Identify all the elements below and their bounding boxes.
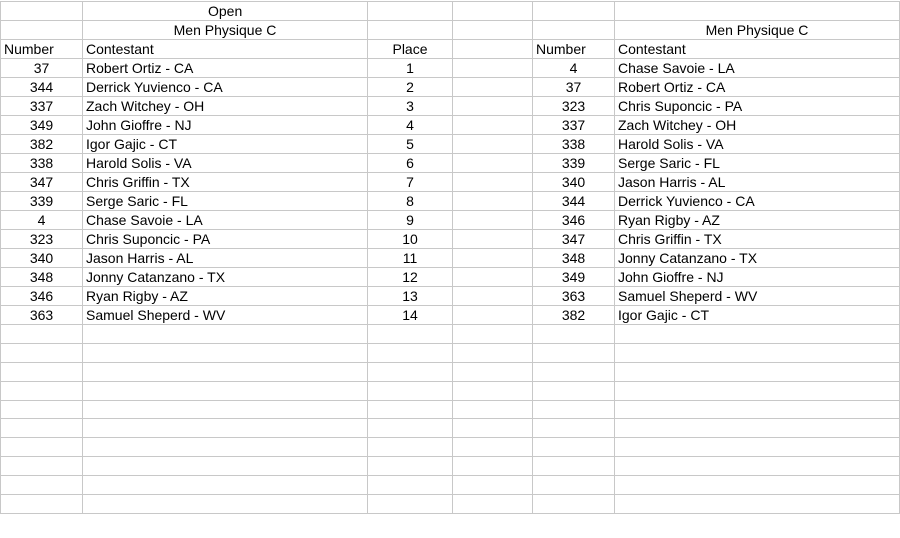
cell[interactable]: [533, 438, 615, 457]
cell[interactable]: [615, 457, 900, 476]
roster-name[interactable]: Jason Harris - AL: [615, 173, 900, 192]
contestant-number[interactable]: 339: [1, 192, 83, 211]
table-row: [1, 230, 900, 249]
placing[interactable]: 2: [368, 78, 453, 97]
cell[interactable]: [368, 400, 453, 419]
cell[interactable]: [83, 419, 368, 438]
contestant-name[interactable]: Zach Witchey - OH: [83, 97, 368, 116]
table-row: [1, 211, 900, 230]
contestant-name[interactable]: Robert Ortiz - CA: [83, 59, 368, 78]
contestant-number[interactable]: 382: [1, 135, 83, 154]
cell[interactable]: [453, 287, 533, 306]
placing[interactable]: 7: [368, 173, 453, 192]
contestant-name[interactable]: Serge Saric - FL: [83, 192, 368, 211]
column-header-row: [1, 40, 900, 59]
cell[interactable]: [533, 495, 615, 514]
roster-number[interactable]: 382: [533, 306, 615, 325]
roster-name[interactable]: Ryan Rigby - AZ: [615, 211, 900, 230]
cell[interactable]: [83, 362, 368, 381]
contestant-name[interactable]: Chris Suponcic - PA: [83, 230, 368, 249]
cell[interactable]: [453, 249, 533, 268]
cell[interactable]: [1, 343, 83, 362]
cell[interactable]: [1, 325, 83, 344]
cell[interactable]: [615, 2, 900, 21]
roster-number[interactable]: 347: [533, 230, 615, 249]
cell[interactable]: [368, 325, 453, 344]
cell[interactable]: [1, 438, 83, 457]
cell[interactable]: [453, 343, 533, 362]
cell[interactable]: [453, 268, 533, 287]
place-column-header[interactable]: Place: [368, 40, 453, 59]
placing[interactable]: 3: [368, 97, 453, 116]
table-row: [1, 325, 900, 344]
placing[interactable]: 14: [368, 306, 453, 325]
cell[interactable]: [368, 343, 453, 362]
cell[interactable]: [453, 154, 533, 173]
cell[interactable]: [83, 457, 368, 476]
roster-number[interactable]: 363: [533, 287, 615, 306]
cell[interactable]: [453, 211, 533, 230]
cell[interactable]: [453, 21, 533, 40]
roster-number[interactable]: 37: [533, 78, 615, 97]
cell[interactable]: [368, 457, 453, 476]
cell[interactable]: [533, 325, 615, 344]
cell[interactable]: [453, 97, 533, 116]
cell[interactable]: [453, 438, 533, 457]
cell[interactable]: [453, 173, 533, 192]
cell[interactable]: [615, 419, 900, 438]
placing[interactable]: 12: [368, 268, 453, 287]
roster-name[interactable]: Zach Witchey - OH: [615, 116, 900, 135]
placing[interactable]: 10: [368, 230, 453, 249]
contestant-number[interactable]: 337: [1, 97, 83, 116]
cell[interactable]: [83, 381, 368, 400]
cell[interactable]: [83, 476, 368, 495]
cell[interactable]: [453, 381, 533, 400]
right-division-title[interactable]: Men Physique C: [615, 21, 900, 40]
table-row: [1, 249, 900, 268]
table-row: [1, 457, 900, 476]
cell[interactable]: [83, 438, 368, 457]
cell[interactable]: [1, 457, 83, 476]
contestant-number[interactable]: 346: [1, 287, 83, 306]
cell[interactable]: [615, 438, 900, 457]
right-contestant-column-header[interactable]: Contestant: [615, 40, 900, 59]
contestant-name[interactable]: Derrick Yuvienco - CA: [83, 78, 368, 97]
header-row-1: [1, 2, 900, 21]
table-row: [1, 154, 900, 173]
contestant-number[interactable]: 347: [1, 173, 83, 192]
table-row: [1, 400, 900, 419]
table-row: [1, 476, 900, 495]
placing[interactable]: 1: [368, 59, 453, 78]
cell[interactable]: [368, 381, 453, 400]
roster-name[interactable]: Chase Savoie - LA: [615, 59, 900, 78]
table-row: [1, 343, 900, 362]
contestant-name[interactable]: Jason Harris - AL: [83, 249, 368, 268]
cell[interactable]: [1, 362, 83, 381]
roster-number[interactable]: 337: [533, 116, 615, 135]
cell[interactable]: [533, 381, 615, 400]
roster-number[interactable]: 4: [533, 59, 615, 78]
category-title[interactable]: Open: [83, 2, 368, 21]
cell[interactable]: [453, 59, 533, 78]
placing[interactable]: 8: [368, 192, 453, 211]
roster-name[interactable]: Chris Griffin - TX: [615, 230, 900, 249]
placing[interactable]: 4: [368, 116, 453, 135]
cell[interactable]: [453, 457, 533, 476]
cell[interactable]: [453, 306, 533, 325]
placing[interactable]: 9: [368, 211, 453, 230]
cell[interactable]: [533, 362, 615, 381]
table-row: [1, 116, 900, 135]
cell[interactable]: [533, 400, 615, 419]
cell[interactable]: [615, 400, 900, 419]
table-row: [1, 268, 900, 287]
cell[interactable]: [368, 438, 453, 457]
cell[interactable]: [1, 495, 83, 514]
cell[interactable]: [368, 362, 453, 381]
cell[interactable]: [615, 343, 900, 362]
cell[interactable]: [1, 400, 83, 419]
table-row: [1, 306, 900, 325]
contestant-name[interactable]: Jonny Catanzano - TX: [83, 268, 368, 287]
roster-number[interactable]: 338: [533, 135, 615, 154]
roster-name[interactable]: Robert Ortiz - CA: [615, 78, 900, 97]
contestant-column-header[interactable]: Contestant: [83, 40, 368, 59]
roster-number[interactable]: 349: [533, 268, 615, 287]
contestant-number[interactable]: 348: [1, 268, 83, 287]
contestant-number[interactable]: 363: [1, 306, 83, 325]
table-row: [1, 287, 900, 306]
contestant-number[interactable]: 4: [1, 211, 83, 230]
cell[interactable]: [368, 476, 453, 495]
roster-name[interactable]: Serge Saric - FL: [615, 154, 900, 173]
table-row: [1, 362, 900, 381]
division-title[interactable]: Men Physique C: [83, 21, 368, 40]
number-column-header[interactable]: Number: [1, 40, 83, 59]
cell[interactable]: [1, 476, 83, 495]
contestant-number[interactable]: 349: [1, 116, 83, 135]
roster-name[interactable]: Igor Gajic - CT: [615, 306, 900, 325]
placing[interactable]: 11: [368, 249, 453, 268]
contestant-name[interactable]: Igor Gajic - CT: [83, 135, 368, 154]
cell[interactable]: [453, 362, 533, 381]
cell[interactable]: [453, 40, 533, 59]
contestant-name[interactable]: Chase Savoie - LA: [83, 211, 368, 230]
cell[interactable]: [83, 495, 368, 514]
placing[interactable]: 6: [368, 154, 453, 173]
roster-name[interactable]: John Gioffre - NJ: [615, 268, 900, 287]
cell[interactable]: [453, 325, 533, 344]
cell[interactable]: [615, 495, 900, 514]
table-row: [1, 381, 900, 400]
roster-number[interactable]: 323: [533, 97, 615, 116]
cell[interactable]: [83, 343, 368, 362]
roster-name[interactable]: Jonny Catanzano - TX: [615, 249, 900, 268]
cell[interactable]: [453, 135, 533, 154]
table-row: [1, 78, 900, 97]
cell[interactable]: [533, 476, 615, 495]
cell[interactable]: [1, 2, 83, 21]
cell[interactable]: [453, 116, 533, 135]
contestant-name[interactable]: Chris Griffin - TX: [83, 173, 368, 192]
table-row: [1, 173, 900, 192]
contestant-number[interactable]: 37: [1, 59, 83, 78]
roster-number[interactable]: 348: [533, 249, 615, 268]
table-row: [1, 135, 900, 154]
cell[interactable]: [453, 495, 533, 514]
right-number-column-header[interactable]: Number: [533, 40, 615, 59]
contestant-number[interactable]: 338: [1, 154, 83, 173]
placing[interactable]: 5: [368, 135, 453, 154]
header-row-2: [1, 21, 900, 40]
cell[interactable]: [533, 419, 615, 438]
roster-name[interactable]: Harold Solis - VA: [615, 135, 900, 154]
table-row: [1, 419, 900, 438]
table-row: [1, 97, 900, 116]
cell[interactable]: [615, 325, 900, 344]
roster-number[interactable]: 339: [533, 154, 615, 173]
roster-number[interactable]: 346: [533, 211, 615, 230]
cell[interactable]: [368, 495, 453, 514]
cell[interactable]: [453, 419, 533, 438]
table-row: [1, 192, 900, 211]
cell[interactable]: [1, 419, 83, 438]
roster-name[interactable]: Derrick Yuvienco - CA: [615, 192, 900, 211]
roster-name[interactable]: Chris Suponcic - PA: [615, 97, 900, 116]
cell[interactable]: [533, 343, 615, 362]
cell[interactable]: [533, 2, 615, 21]
results-spreadsheet: [0, 1, 900, 514]
cell[interactable]: [533, 21, 615, 40]
table-row: [1, 59, 900, 78]
cell[interactable]: [83, 325, 368, 344]
cell[interactable]: [83, 400, 368, 419]
cell[interactable]: [453, 192, 533, 211]
roster-name[interactable]: Samuel Sheperd - WV: [615, 287, 900, 306]
cell[interactable]: [453, 476, 533, 495]
contestant-number[interactable]: 344: [1, 78, 83, 97]
roster-number[interactable]: 340: [533, 173, 615, 192]
table-row: [1, 495, 900, 514]
cell[interactable]: [1, 381, 83, 400]
cell[interactable]: [368, 2, 453, 21]
contestant-name[interactable]: Harold Solis - VA: [83, 154, 368, 173]
cell[interactable]: [453, 78, 533, 97]
cell[interactable]: [368, 419, 453, 438]
cell[interactable]: [453, 400, 533, 419]
contestant-name[interactable]: Ryan Rigby - AZ: [83, 287, 368, 306]
contestant-name[interactable]: Samuel Sheperd - WV: [83, 306, 368, 325]
placing[interactable]: 13: [368, 287, 453, 306]
cell[interactable]: [453, 230, 533, 249]
roster-number[interactable]: 344: [533, 192, 615, 211]
cell[interactable]: [453, 2, 533, 21]
cell[interactable]: [615, 476, 900, 495]
contestant-name[interactable]: John Gioffre - NJ: [83, 116, 368, 135]
table-row: [1, 438, 900, 457]
cell[interactable]: [615, 362, 900, 381]
cell[interactable]: [533, 457, 615, 476]
cell[interactable]: [1, 21, 83, 40]
contestant-number[interactable]: 340: [1, 249, 83, 268]
cell[interactable]: [615, 381, 900, 400]
contestant-number[interactable]: 323: [1, 230, 83, 249]
cell[interactable]: [368, 21, 453, 40]
